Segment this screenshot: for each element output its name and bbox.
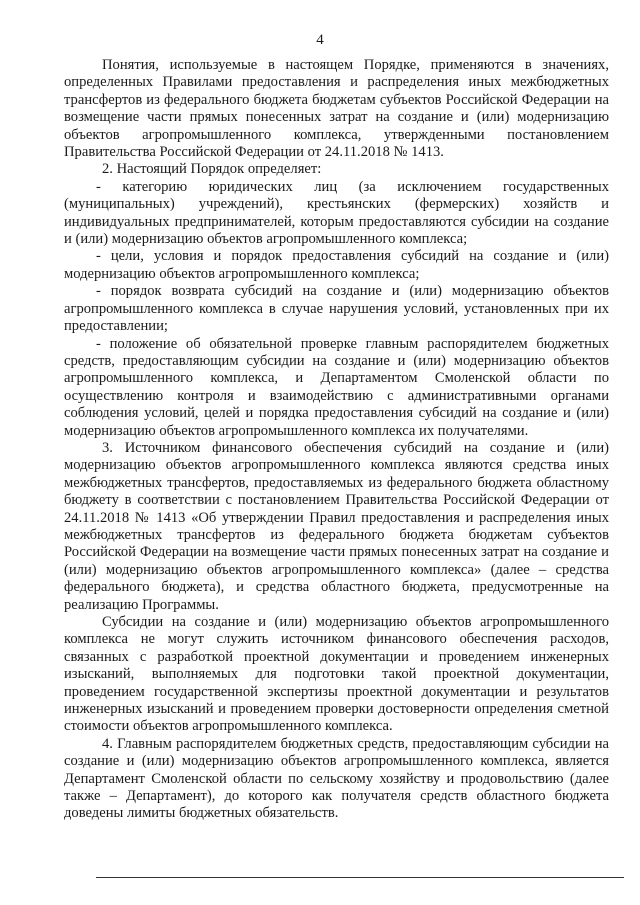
paragraph-subsidies: Субсидии на создание и (или) модернизацию объектов агропромышленного комплекса не могут служить источником финансового обеспечения расходов, связанных с разработкой проектной документации и проведением инженерных изысканий, выполняемых для подготовки такой проектной документации, проведением государственной экспертизы проектной документации и результатов инженерных изысканий и проведением проверки достоверности определения сметной стоимости объектов агропромышленного комплекса. <box>64 614 609 735</box>
paragraph-2-heading: 2. Настоящий Порядок определяет: <box>102 161 322 178</box>
footer-divider <box>96 877 624 878</box>
paragraph-4: 4. Главным распорядителем бюджетных средств, предоставляющим субсидии на создание и (или) модернизацию объектов агропромышленного комплекса, является Департамент Смоленской области по сельскому хозяйству и продовольствию (далее также – Департамент), до которого как получателя средств областного бюджета доведены лимиты бюджетных обязательств. <box>64 735 609 822</box>
list-item: - порядок возврата субсидий на создание и (или) модернизацию объектов агропромышленного комплекса в случае нарушения условий, установленных при их предоставлении; <box>64 283 609 335</box>
list-item: - цели, условия и порядок предоставления субсидий на создание и (или) модернизацию объектов агропромышленного комплекса; <box>64 248 609 282</box>
page-number: 4 <box>316 32 324 48</box>
document-body <box>64 57 609 823</box>
list-item: - положение об обязательной проверке главным распорядителем бюджетных средств, предоставляющим субсидии на создание и (или) модернизацию объектов агропромышленного комплекса, и Департаментом Смоленской области по осуществлению контроля и взаимодействию с административными органами соблюдения условий, целей и порядка предоставления субсидий на создание и (или) модернизацию объектов агропромышленного комплекса их получателями. <box>64 335 609 439</box>
paragraph-3: 3. Источником финансового обеспечения субсидий на создание и (или) модернизацию объектов агропромышленного комплекса являются средства иных межбюджетных трансфертов, предоставляемых из федерального бюджета областному бюджету в соответствии с постановлением Правительства Российской Федерации от 24.11.2018 № 1413 «Об утверждении Правил предоставления и распределения иных межбюджетных трансфертов из федерального бюджета бюджетам субъектов Российской Федерации на возмещение части прямых понесенных затрат на создание и (или) модернизацию объектов агропромышленного комплекса» (далее – средства федерального бюджета), и средства областного бюджета, предусмотренные на реализацию Программы. <box>64 439 609 613</box>
paragraph-definitions: Понятия, используемые в настоящем Порядке, применяются в значениях, определенных Правилами предоставления и распределения иных межбюджетных трансфертов из федерального бюджета бюджетам субъектов Российской Федерации на возмещение части прямых понесенных затрат на создание и (или) модернизацию объектов агропромышленного комплекса, утвержденными постановлением Правительства Российской Федерации от 24.11.2018 № 1413. <box>64 57 609 161</box>
list-item: - категорию юридических лиц (за исключением государственных (муниципальных) учреждений), крестьянских (фермерских) хозяйств и индивидуальных предпринимателей, которым предоставляются субсидии на создание и (или) модернизацию объектов агропромышленного комплекса; <box>64 178 609 248</box>
